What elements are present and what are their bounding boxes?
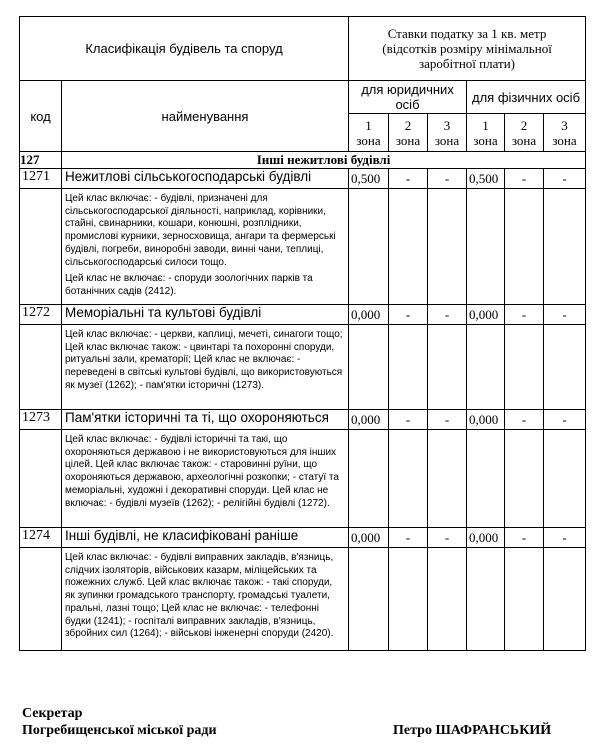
class-description-row — [20, 430, 586, 528]
header-row — [20, 17, 586, 81]
empty-cell — [428, 189, 467, 305]
rate-cell: 0,000 — [467, 305, 505, 325]
class-row — [20, 169, 586, 189]
rates-line-1: Ставки податку за 1 кв. метр — [387, 26, 547, 41]
class-title: Інші будівлі, не класифіковані раніше — [62, 528, 349, 548]
class-title: Нежитлові сільськогосподарські будівлі — [62, 169, 349, 189]
rate-cell: - — [505, 305, 544, 325]
rate-cell: 0,500 — [467, 169, 505, 189]
empty-cell — [467, 430, 505, 528]
empty-cell — [544, 548, 586, 651]
empty-cell — [544, 325, 586, 410]
class-description-row — [20, 548, 586, 651]
empty-cell — [428, 325, 467, 410]
class-code: 1271 — [20, 169, 62, 189]
zone-word: зона — [473, 132, 498, 148]
empty-cell — [349, 548, 389, 651]
rate-cell: - — [428, 305, 467, 325]
rate-cell: 0,000 — [349, 305, 389, 325]
empty-cell — [505, 325, 544, 410]
zone-header — [505, 114, 544, 152]
class-description — [62, 548, 349, 651]
class-description — [62, 430, 349, 528]
empty-cell — [467, 548, 505, 651]
zone-word: зона — [511, 132, 537, 148]
rate-cell: - — [389, 305, 428, 325]
rate-cell: - — [428, 528, 467, 548]
rate-cell: - — [389, 528, 428, 548]
zone-header — [467, 114, 505, 152]
empty-cell — [505, 189, 544, 305]
zone-number: 3 — [561, 117, 568, 133]
legal-line-1: для юридичних — [361, 82, 454, 97]
zone-header — [349, 114, 389, 152]
class-description — [62, 325, 349, 410]
zone-word: зона — [552, 132, 577, 148]
rate-cell: - — [389, 169, 428, 189]
code-header: код — [20, 81, 62, 152]
legal-entities-header — [349, 81, 467, 114]
zone-word: зона — [434, 132, 460, 148]
rates-line-3: заробітної плати) — [419, 56, 516, 71]
empty-cell — [428, 430, 467, 528]
footer-title: Секретар — [22, 706, 83, 721]
rate-cell: 0,500 — [349, 169, 389, 189]
tax-rates-table — [19, 16, 586, 651]
rates-header — [349, 17, 586, 81]
empty-cell — [544, 430, 586, 528]
natural-persons-header: для фізичних осіб — [467, 81, 586, 114]
rate-cell: - — [428, 169, 467, 189]
class-description-row — [20, 189, 586, 305]
zone-number: 2 — [520, 117, 528, 133]
rate-cell: - — [505, 528, 544, 548]
empty-cell — [20, 189, 62, 305]
class-title: Пам'ятки історичні та ті, що охороняються — [62, 410, 349, 430]
rate-cell: 0,000 — [349, 410, 389, 430]
zone-header — [544, 114, 586, 152]
rate-cell: - — [428, 410, 467, 430]
empty-cell — [505, 548, 544, 651]
empty-cell — [20, 325, 62, 410]
name-header: найменування — [62, 81, 349, 152]
description-text: Цей клас включає: - будівлі виправних закладів, в'язниць, слідчих ізоляторів, військових казарм, міліцейських та пожежних служб. Цей клас включає також: - такі споруди, як зупинки громадського транспорту, громадські туалети, пральні, лазні тощо; Цей клас не включає: - телефонні будки (1241); - госпіталі виправних закладів, в'язниць, збройних сил (1264); - військові інженерні споруди (2420). — [65, 552, 334, 640]
empty-cell — [349, 325, 389, 410]
class-code: 1274 — [20, 528, 62, 548]
empty-cell — [428, 548, 467, 651]
empty-cell — [389, 430, 428, 528]
empty-cell — [505, 430, 544, 528]
class-description — [62, 189, 349, 305]
description-text: Цей клас включає: - церкви, каплиці, мечеті, синагоги тощо; Цей клас включає також: - цвинтарі та похоронні споруди, ритуальні зали, крематорії; Цей клас не включає: - переведені в світські культові будівлі, що використовуються як музеї (1262); - пам'ятки історичні (1273). — [65, 329, 343, 391]
zone-word: зона — [356, 132, 381, 148]
rate-cell: - — [544, 410, 586, 430]
description-includes: Цей клас включає: - будівлі, призначені для сільськогосподарської діяльності, наприклад, корівники, стайні, свинарники, кошари, конюшні, розплідники, промислові курники, зерносховища, ангари та фермерські будівлі, погреби, виноробні заводи, винні чани, теплиці, сільськогосподарські силоси тощо. — [65, 193, 336, 268]
classification-header: Класифікація будівель та споруд — [20, 17, 349, 81]
empty-cell — [467, 325, 505, 410]
rate-cell: - — [389, 410, 428, 430]
zone-number: 2 — [404, 117, 412, 133]
zone-number: 1 — [365, 117, 372, 133]
class-code: 1273 — [20, 410, 62, 430]
class-row — [20, 305, 586, 325]
class-row — [20, 528, 586, 548]
empty-cell — [20, 548, 62, 651]
subheader-row — [20, 81, 586, 114]
zone-number: 3 — [443, 117, 451, 133]
empty-cell — [389, 325, 428, 410]
group-code: 127 — [20, 152, 62, 169]
zone-word: зона — [395, 132, 421, 148]
rate-cell: - — [544, 305, 586, 325]
rate-cell: - — [544, 169, 586, 189]
rate-cell: 0,000 — [349, 528, 389, 548]
empty-cell — [544, 189, 586, 305]
group-name: Інші нежитлові будівлі — [62, 152, 586, 169]
empty-cell — [20, 430, 62, 528]
empty-cell — [389, 189, 428, 305]
class-description-row — [20, 325, 586, 410]
zone-header — [428, 114, 467, 152]
footer-council: Погребищенської міської ради — [22, 723, 217, 738]
rate-cell: - — [505, 410, 544, 430]
rate-cell: 0,000 — [467, 410, 505, 430]
class-code: 1272 — [20, 305, 62, 325]
rates-line-2: (відсотків розміру мінімальної — [382, 41, 552, 56]
empty-cell — [467, 189, 505, 305]
empty-cell — [389, 548, 428, 651]
zone-header — [389, 114, 428, 152]
description-text: Цей клас включає: - будівлі історичні та такі, що охороняються державою і не використовуються для інших цілей. Цей клас включає також: - старовинні руїни, що охороняються державою, археологічні розкопки; - статуї та меморіальні, художні і декоративні споруди. Цей клас не включає: - будівлі музеїв (1262); - релігійні будівлі (1272). — [65, 434, 339, 509]
rate-cell: - — [544, 528, 586, 548]
rate-cell: 0,000 — [467, 528, 505, 548]
class-row — [20, 410, 586, 430]
rate-cell: - — [505, 169, 544, 189]
description-excludes: Цей клас не включає: - споруди зоологічних парків та ботанічних садів (2412). — [65, 273, 313, 297]
class-title: Меморіальні та культові будівлі — [62, 305, 349, 325]
empty-cell — [349, 430, 389, 528]
legal-line-2: осіб — [395, 97, 420, 112]
footer-signatory: Петро ШАФРАНСЬКИЙ — [393, 723, 552, 738]
empty-cell — [349, 189, 389, 305]
group-row — [20, 152, 586, 169]
zone-number: 1 — [482, 117, 489, 133]
